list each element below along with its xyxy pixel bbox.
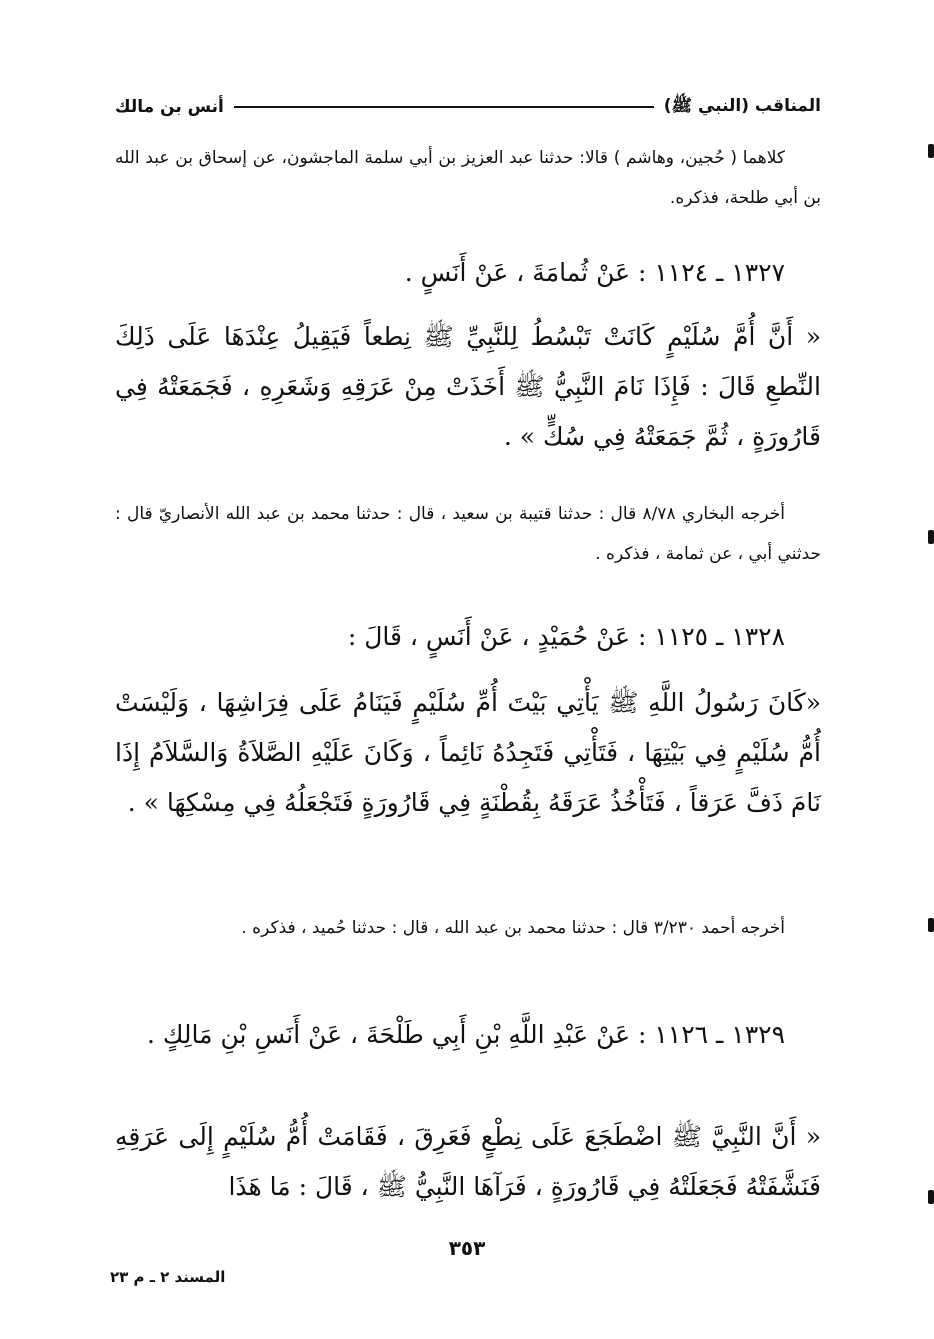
hadith-text-1329: « أَنَّ النَّبِيَّ ﷺ اضْطَجَعَ عَلَى نِطْعٍ فَعَرِقَ ، فَقَامَتْ أُمُّ سُلَيْمٍ إِلَى عَرَقِهِ فَنَشَّفَتْهُ فَجَعَلَتْهُ فِي قَارُورَةٍ ، فَرَآهَا النَّبِيُّ ﷺ ، قَالَ : مَا هَذَا	[115, 1122, 821, 1201]
header-chapter-title: أنس بن مالك	[115, 97, 224, 117]
hadith-heading-1328: ١٣٢٨ ـ ١١٢٥ : عَنْ حُمَيْدٍ ، عَنْ أَنَسٍ ، قَالَ :	[347, 622, 785, 651]
scan-edge-mark	[928, 1190, 934, 1204]
hadith-text-1328: «كَانَ رَسُولُ اللَّهِ ﷺ يَأْتِي بَيْتَ أُمِّ سُلَيْمٍ فَيَنَامُ عَلَى فِرَاشِهَا ، وَلَيْسَتْ أُمُّ سُلَيْمٍ فِي بَيْتِهَا ، فَتَأْتِي فَتَجِدُهُ نَائِماً ، وَكَانَ عَلَيْهِ الصَّلاَةُ وَالسَّلاَمُ إِذَا نَامَ ذَفَّ عَرَقاً ، فَتَأْخُذُ عَرَقَهُ بِقُطْنَةٍ فِي قَارُورَةٍ فَتَجْعَلُهُ فِي مِسْكِهَا » .	[115, 688, 821, 817]
scan-edge-mark	[928, 144, 934, 158]
hadith-heading-1327: ١٣٢٧ ـ ١١٢٤ : عَنْ ثُمامَةَ ، عَنْ أَنَسٍ .	[404, 258, 785, 287]
header-rule	[234, 106, 654, 108]
paragraph-isnad-continuation: كلاهما ( حُجين، وهاشم ) قالا: حدثنا عبد العزيز بن أبي سلمة الماجشون، عن إسحاق بن عبد الله بن أبي طلحة، فذكره.	[115, 148, 821, 208]
page-number: ٣٥٣	[448, 1236, 486, 1260]
scan-edge-mark	[928, 530, 934, 544]
signature-mark: المسند ٢ ـ م ٢٣	[110, 1268, 226, 1286]
running-header	[115, 92, 821, 122]
hadith-text-1327: « أَنَّ أُمَّ سُلَيْمٍ كَانَتْ تَبْسُطُ لِلنَّبِيِّ ﷺ نِطعاً فَيَقِيلُ عِنْدَهَا عَلَى ذَلِكَ النِّطعِ قَالَ : فَإِذَا نَامَ النَّبِيُّ ﷺ أَخَذَتْ مِنْ عَرَقِهِ وَشَعَرِهِ ، فَجَمَعَتْهُ فِي قَارُورَةٍ ، ثُمَّ جَمَعَتْهُ فِي سُكٍّ » .	[115, 322, 821, 451]
takhrij-ahmad: أخرجه أحمد ٣/٢٣٠ قال : حدثنا محمد بن عبد الله ، قال : حدثنا حُميد ، فذكره .	[241, 918, 785, 938]
takhrij-bukhari: أخرجه البخاري ٨/٧٨ قال : حدثنا قتيبة بن سعيد ، قال : حدثنا محمد بن عبد الله الأنصاريّ قال : حدثني أبي ، عن ثمامة ، فذكره .	[115, 504, 821, 564]
hadith-heading-1329: ١٣٢٩ ـ ١١٢٦ : عَنْ عَبْدِ اللَّهِ بْنِ أَبِي طَلْحَةَ ، عَنْ أَنَسِ بْنِ مَالِكٍ .	[146, 1020, 785, 1049]
scan-edge-mark	[928, 918, 934, 932]
header-section-title: المناقب (النبي ﷺ)	[663, 95, 821, 116]
